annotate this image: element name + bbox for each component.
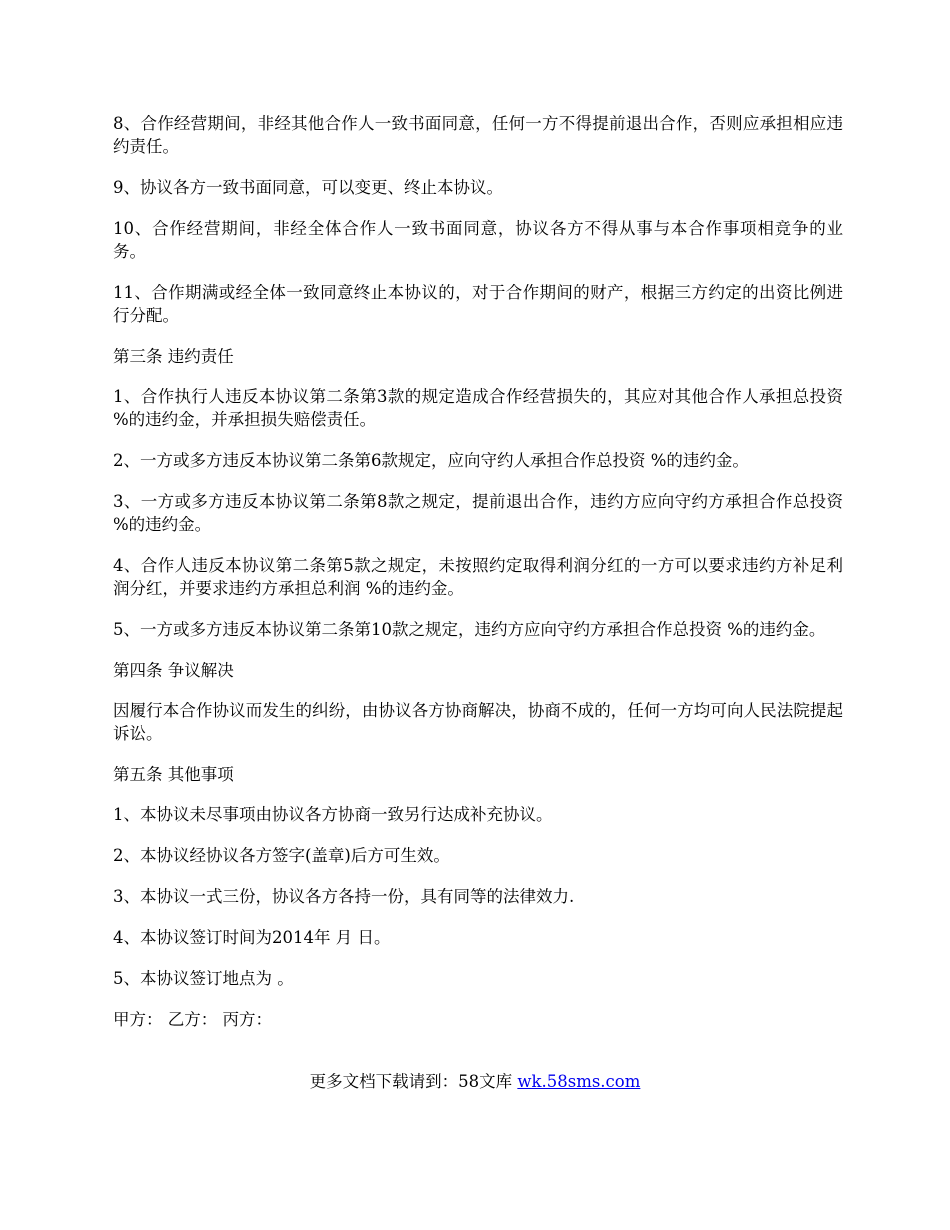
article-4-heading: 第四条 争议解决 — [113, 661, 234, 680]
breach-clause-2: 2、一方或多方违反本协议第二条第6款规定，应向守约人承担合作总投资 %的违约金。 — [113, 451, 749, 470]
article-3-heading: 第三条 违约责任 — [113, 347, 234, 366]
breach-clause-1: 1、合作执行人违反本协议第二条第3款的规定造成合作经营损失的，其应对其他合作人承担总投资 %的违约金，并承担损失赔偿责任。 — [113, 387, 843, 429]
breach-clause-4: 4、合作人违反本协议第二条第5款之规定，未按照约定取得利润分红的一方可以要求违约方补足利润分红，并要求违约方承担总利润 %的违约金。 — [113, 556, 843, 598]
other-clause-3: 3、本协议一式三份，协议各方各持一份，具有同等的法律效力. — [113, 887, 575, 906]
other-clause-2: 2、本协议经协议各方签字(盖章)后方可生效。 — [113, 846, 450, 865]
article-5-heading: 第五条 其他事项 — [113, 765, 234, 784]
clause-8: 8、合作经营期间，非经其他合作人一致书面同意，任何一方不得提前退出合作，否则应承担相应违约责任。 — [113, 114, 843, 156]
other-clause-5: 5、本协议签订地点为 。 — [113, 969, 294, 988]
breach-clause-5: 5、一方或多方违反本协议第二条第10款之规定，违约方应向守约方承担合作总投资 %的违约金。 — [113, 620, 826, 639]
signature-parties: 甲方： 乙方： 丙方： — [113, 1010, 272, 1029]
clause-10: 10、合作经营期间，非经全体合作人一致书面同意，协议各方不得从事与本合作事项相竞争的业务。 — [113, 219, 843, 261]
footer-text: 更多文档下载请到：58文库 — [309, 1072, 518, 1091]
other-clause-1: 1、本协议未尽事项由协议各方协商一致另行达成补充协议。 — [113, 805, 553, 824]
footer-link[interactable]: wk.58sms.com — [517, 1072, 641, 1091]
download-footer — [0, 1071, 950, 1093]
other-clause-4: 4、本协议签订时间为2014年 月 日。 — [113, 928, 391, 947]
breach-clause-3: 3、一方或多方违反本协议第二条第8款之规定，提前退出合作，违约方应向守约方承担合作总投资 %的违约金。 — [113, 492, 843, 534]
clause-11: 11、合作期满或经全体一致同意终止本协议的，对于合作期间的财产，根据三方约定的出资比例进行分配。 — [113, 283, 843, 325]
clause-9: 9、协议各方一致书面同意，可以变更、终止本协议。 — [113, 178, 503, 197]
document-body — [113, 112, 843, 1031]
dispute-resolution-text: 因履行本合作协议而发生的纠纷，由协议各方协商解决，协商不成的，任何一方均可向人民法院提起诉讼。 — [113, 701, 843, 743]
